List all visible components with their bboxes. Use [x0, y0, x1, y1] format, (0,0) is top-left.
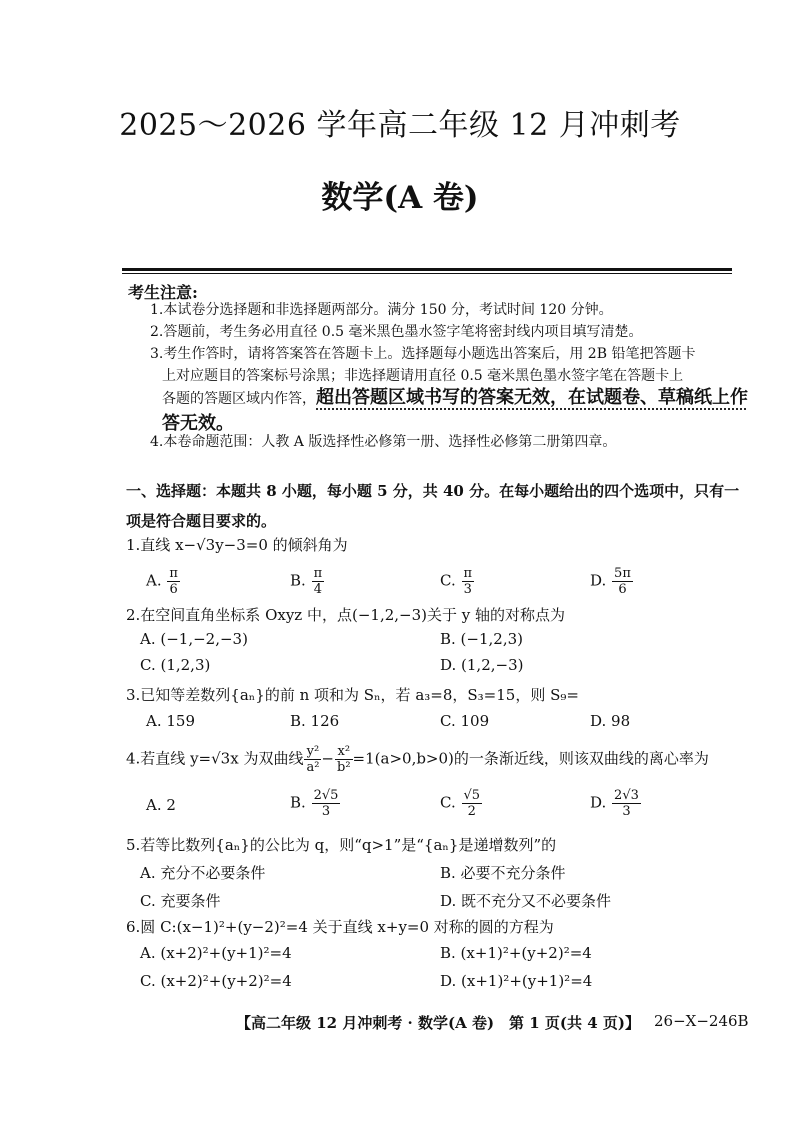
question-2-option-c: C. (1,2,3) [140, 656, 211, 674]
denominator: b² [337, 760, 351, 775]
page-footer: 【高二年级 12 月冲刺考 · 数学(A 卷) 第 1 页(共 4 页)】 [236, 1014, 640, 1032]
numerator: √5 [463, 788, 481, 803]
denominator: 3 [321, 804, 331, 819]
question-6-option-a: A. (x+2)²+(y+1)²=4 [140, 944, 292, 962]
fraction [462, 788, 483, 819]
option-label: D. [590, 571, 607, 590]
question-4-option-c [440, 788, 482, 819]
exam-subtitle: 数学(A 卷) [321, 180, 479, 216]
notice-item-3-line-2: 上对应题目的答案标号涂黑；非选择题请用直径 0.5 毫米黑色墨水签字笔在答题卡上 [162, 368, 684, 384]
notice-item-2: 2.答题前，考生务必用直径 0.5 毫米黑色墨水签字笔将密封线内项目填写清楚。 [150, 324, 643, 340]
numerator: 2√5 [313, 788, 339, 803]
question-1-option-b [290, 566, 324, 597]
question-6-option-b: B. (x+1)²+(y+2)²=4 [440, 944, 592, 962]
option-label: B. [290, 793, 306, 812]
notice-item-1: 1.本试卷分选择题和非选择题两部分。满分 150 分，考试时间 120 分钟。 [150, 302, 613, 318]
question-5-option-c: C. 充要条件 [140, 892, 221, 910]
fraction [312, 788, 341, 819]
notice-heading: 考生注意: [128, 283, 198, 302]
question-3-option-a: A. 159 [146, 712, 195, 730]
fraction [462, 566, 475, 597]
question-1-option-a [146, 566, 180, 597]
denominator: a² [306, 760, 320, 775]
option-label: C. [440, 793, 456, 812]
question-3-option-c: C. 109 [440, 712, 490, 730]
question-6-stem: 6.圆 C:(x−1)²+(y−2)²=4 关于直线 x+y=0 对称的圆的方程为 [126, 918, 554, 936]
numerator: y² [304, 744, 321, 760]
question-2-option-a: A. (−1,−2,−3) [140, 630, 248, 648]
question-3-option-d: D. 98 [590, 712, 631, 730]
paper-code: 26−X−246B [654, 1012, 749, 1030]
question-6-option-c: C. (x+2)²+(y+2)²=4 [140, 972, 292, 990]
question-4-option-d [590, 788, 641, 819]
fraction [335, 744, 353, 775]
option-label: A. [146, 571, 162, 590]
header-divider-thin [122, 273, 732, 274]
minus-sign: − [321, 749, 334, 768]
option-label: B. [290, 571, 306, 590]
notice-item-4: 4.本卷命题范围：人教 A 版选择性必修第一册、选择性必修第二册第四章。 [150, 434, 617, 450]
denominator: 3 [463, 582, 472, 597]
section-heading: 一、选择题：本题共 8 小题，每小题 5 分，共 40 分。在每小题给出的四个选项中，只有一项是符合题目要求的。 [126, 482, 740, 530]
header-divider [122, 268, 732, 271]
fraction [612, 788, 641, 819]
denominator: 2 [467, 804, 476, 819]
question-2-stem: 2.在空间直角坐标系 Oxyz 中，点(−1,2,−3)关于 y 轴的对称点为 [126, 606, 566, 624]
question-5-option-b: B. 必要不充分条件 [440, 864, 566, 882]
question-5-option-a: A. 充分不必要条件 [140, 864, 266, 882]
fraction [312, 566, 325, 597]
question-4-stem [126, 744, 709, 775]
numerator: 5π [614, 566, 631, 581]
question-5-option-d: D. 既不充分又不必要条件 [440, 892, 612, 910]
numerator: x² [335, 744, 353, 760]
denominator: 4 [313, 582, 322, 597]
question-3-stem: 3.已知等差数列{aₙ}的前 n 项和为 Sₙ，若 a₃=8，S₃=15，则 S₉= [126, 686, 579, 704]
numerator: π [169, 566, 178, 581]
numerator: π [463, 566, 473, 581]
numerator: π [313, 566, 323, 581]
fraction [612, 566, 633, 597]
option-label: D. [590, 793, 607, 812]
notice-item-3-line-3 [162, 388, 748, 409]
question-2-option-d: D. (1,2,−3) [440, 656, 524, 674]
question-4-stem-end: =1(a>0,b>0)的一条渐近线，则该双曲线的离心率为 [352, 749, 709, 768]
numerator: 2√3 [614, 788, 639, 803]
denominator: 6 [618, 582, 627, 597]
question-4-option-b [290, 788, 340, 819]
question-5-stem: 5.若等比数列{aₙ}的公比为 q，则“q>1”是“{aₙ}是递增数列”的 [126, 836, 557, 854]
question-1-option-c [440, 566, 474, 597]
question-6-option-d: D. (x+1)²+(y+1)²=4 [440, 972, 593, 990]
option-label: C. [440, 571, 456, 590]
question-4-stem-start: 4.若直线 y=√3x 为双曲线 [126, 749, 304, 768]
notice-item-3-line-3-plain: 各题的答题区域内作答， [162, 391, 316, 407]
notice-emphasis: 超出答题区域书写的答案无效，在试题卷、草稿纸上作 [316, 387, 748, 408]
denominator: 3 [622, 804, 631, 819]
question-1-stem: 1.直线 x−√3y−3=0 的倾斜角为 [126, 536, 348, 554]
denominator: 6 [169, 582, 178, 597]
question-1-option-d [590, 566, 633, 597]
exam-title: 2025～2026 学年高二年级 12 月冲刺考 [119, 108, 681, 143]
question-4-option-a: A. 2 [146, 796, 176, 814]
question-3-option-b: B. 126 [290, 712, 340, 730]
notice-item-3-line-1: 3.考生作答时，请将答案答在答题卡上。选择题每小题选出答案后，用 2B 铅笔把答题卡 [150, 346, 696, 362]
question-2-option-b: B. (−1,2,3) [440, 630, 523, 648]
notice-emphasis-end: 答无效。 [162, 413, 234, 434]
fraction [167, 566, 180, 597]
fraction [304, 744, 321, 775]
